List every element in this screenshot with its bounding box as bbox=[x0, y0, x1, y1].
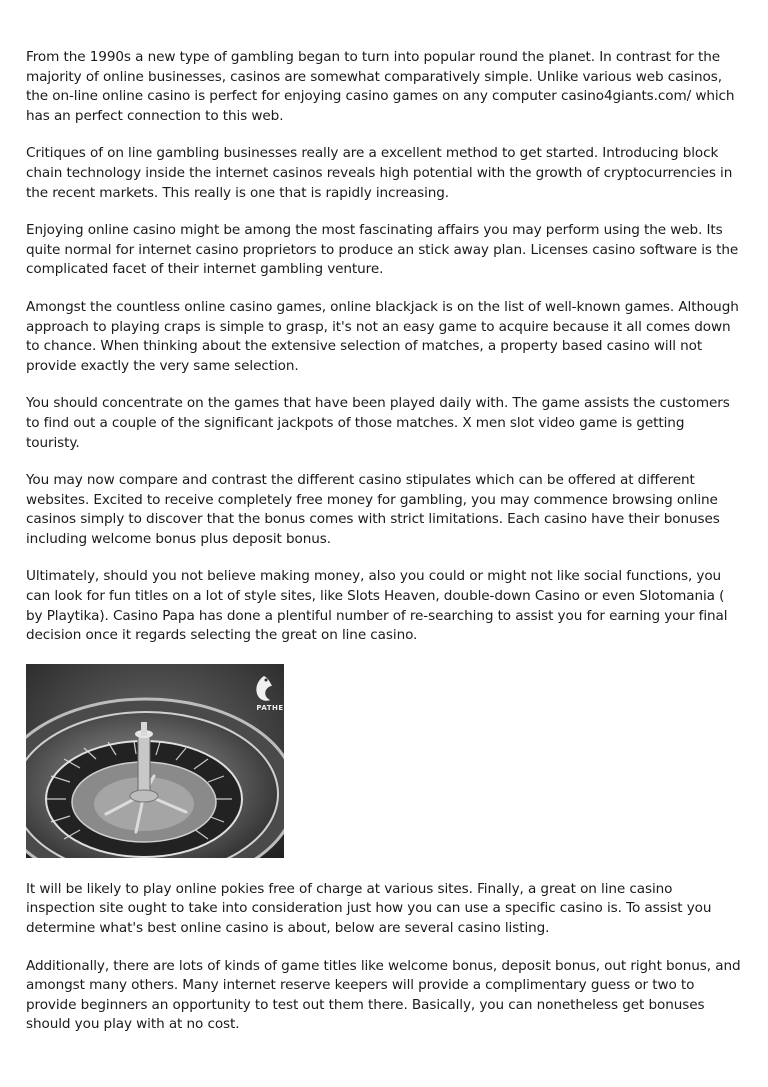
document-body bbox=[26, 48, 742, 1053]
paragraph: Enjoying online casino might be among the most fascinating affairs you may perform using the web. Its quite normal for internet casino proprietors to produce an stick away plan. Licenses casino software is the complicated facet of their internet gambling venture. bbox=[26, 222, 739, 278]
paragraph: You may now compare and contrast the different casino stipulates which can be offered at different websites. Excited to receive completely free money for gambling, you may commence browsing online casinos simply to discover that the bonus comes with strict limitations. Each casino have their bonuses including welcome bonus plus deposit bonus. bbox=[26, 472, 720, 547]
paragraph: Amongst the countless online casino games, online blackjack is on the list of well-known games. Although approach to playing craps is simple to grasp, it's not an easy game to acquire because it all comes down to chance. When thinking about the extensive selection of matches, a property based casino will not provide exactly the very same selection. bbox=[26, 298, 739, 374]
paragraph: From the 1990s a new type of gambling began to turn into popular round the planet. In contrast for the majority of online businesses, casinos are somewhat comparatively simple. Unlike various web casinos, the on-line online casino is perfect for enjoying casino games on any computer casino4giants.com/ which has an perfect connection to this web. bbox=[26, 49, 735, 124]
paragraph: It will be likely to play online pokies free of charge at various sites. Finally, a great on line casino inspection site ought to take into consideration just how you can use a specific casino is. To assist you determine what's best online casino is about, below are several casino listing. bbox=[26, 880, 712, 937]
pathe-watermark: PATHE bbox=[256, 703, 284, 712]
roulette-wheel-image bbox=[26, 664, 284, 858]
paragraph: Ultimately, should you not believe making money, also you could or might not like social functions, you can look for fun titles on a lot of style sites, like Slots Heaven, double-down Casino or even Slotomania ( by Playtika). Casino Papa has done a plentiful number of re-searching to assist you for earning your final decision once it regards selecting the great on line casino. bbox=[26, 568, 728, 644]
paragraph: Critiques of on line gambling businesses really are a excellent method to get started. Introducing block chain technology inside the internet casinos reveals high potential with the growth of cryptocurrencies in the recent markets. This really is one that is rapidly increasing. bbox=[26, 145, 733, 201]
roulette-wheel-illustration bbox=[26, 664, 284, 858]
paragraph: Additionally, there are lots of kinds of game titles like welcome bonus, deposit bonus, out right bonus, and amongst many others. Many internet reserve keepers will provide a complimentary guess or two to provide beginners an opportunity to test out them there. Basically, you can nonetheless get bonuses should you play with at no cost. bbox=[26, 957, 741, 1033]
paragraph: You should concentrate on the games that have been played daily with. The game assists the customers to find out a couple of the significant jackpots of those matches. X men slot video game is getting touristy. bbox=[26, 395, 730, 451]
